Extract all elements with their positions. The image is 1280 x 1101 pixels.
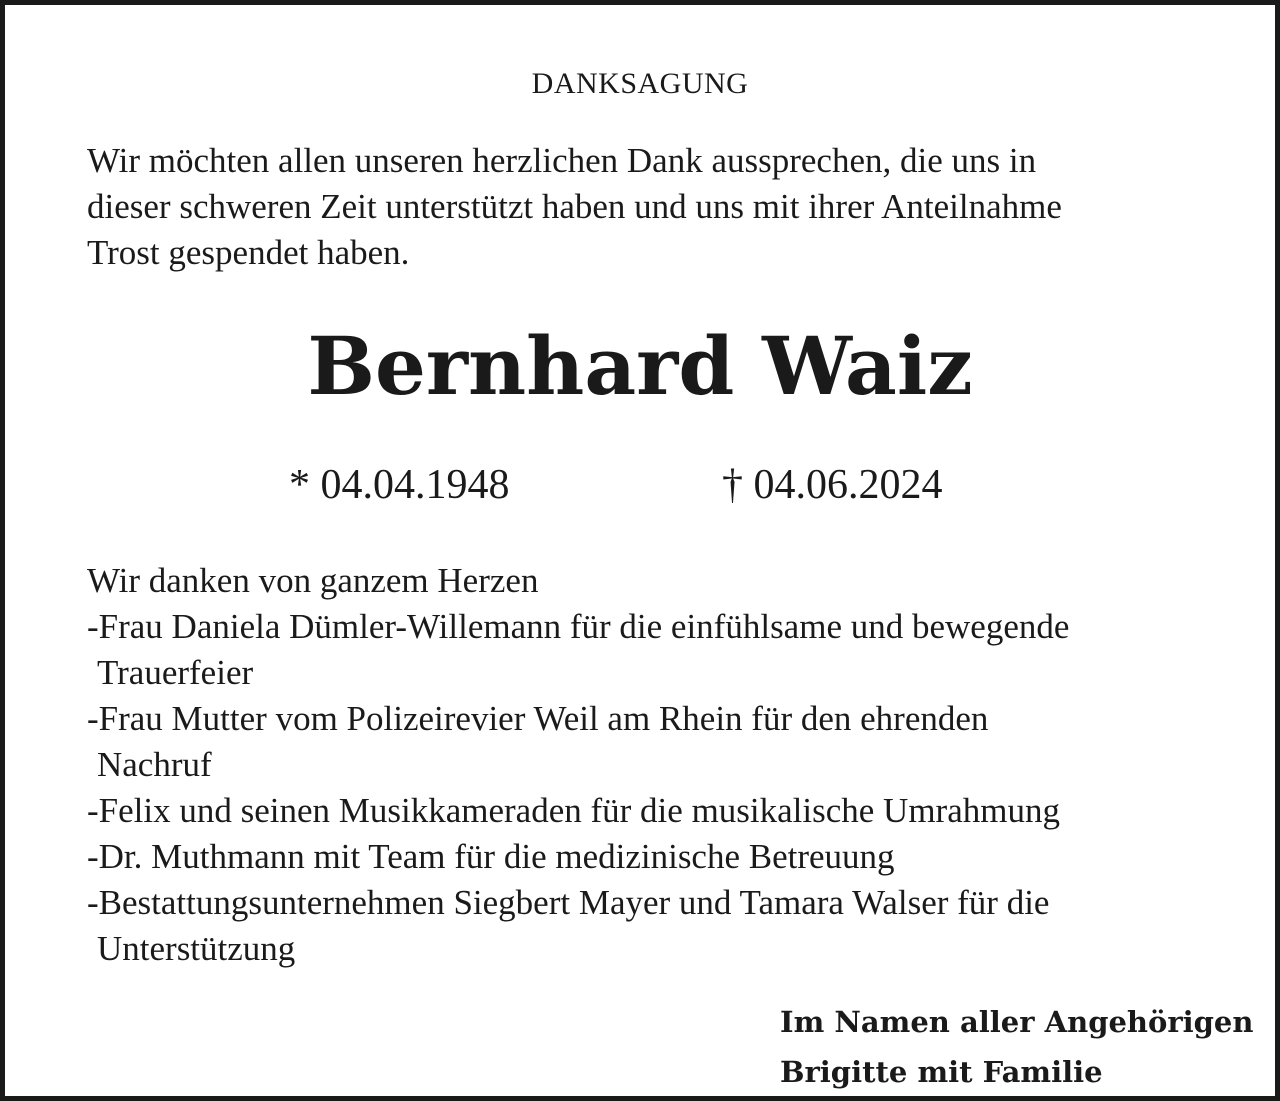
thanks-line: -Frau Mutter vom Polizeirevier Weil am Rhein für den ehrenden	[87, 699, 989, 738]
intro-line: Trost gespendet haben.	[87, 233, 410, 272]
birth-date: * 04.04.1948	[289, 462, 510, 508]
intro-line: dieser schweren Zeit unterstützt haben und uns mit ihrer Anteilnahme	[87, 187, 1062, 226]
thanks-line: Wir danken von ganzem Herzen	[87, 561, 539, 600]
thanks-line: Nachruf	[97, 745, 212, 784]
deceased-name: Bernhard Waiz	[307, 319, 973, 413]
thanks-line: -Felix und seinen Musikkameraden für die musikalische Umrahmung	[87, 791, 1060, 830]
intro-line: Wir möchten allen unseren herzlichen Dank aussprechen, die uns in	[87, 141, 1037, 180]
intro-paragraph	[87, 138, 1247, 276]
signature-block	[780, 997, 1253, 1097]
thanks-line: -Bestattungsunternehmen Siegbert Mayer und Tamara Walser für die	[87, 883, 1050, 922]
signature-line: Brigitte mit Familie	[780, 1055, 1103, 1089]
notice-heading: DANKSAGUNG	[531, 67, 749, 100]
thanks-line: Unterstützung	[97, 929, 296, 968]
death-date: † 04.06.2024	[722, 462, 943, 508]
thanks-line: -Dr. Muthmann mit Team für die medizinische Betreuung	[87, 837, 895, 876]
thanks-line: -Frau Daniela Dümler-Willemann für die einfühlsame und bewegende	[87, 607, 1070, 646]
thanks-line: Trauerfeier	[97, 653, 254, 692]
signature-line: Im Namen aller Angehörigen	[780, 1005, 1254, 1039]
thanks-list	[87, 558, 1247, 972]
